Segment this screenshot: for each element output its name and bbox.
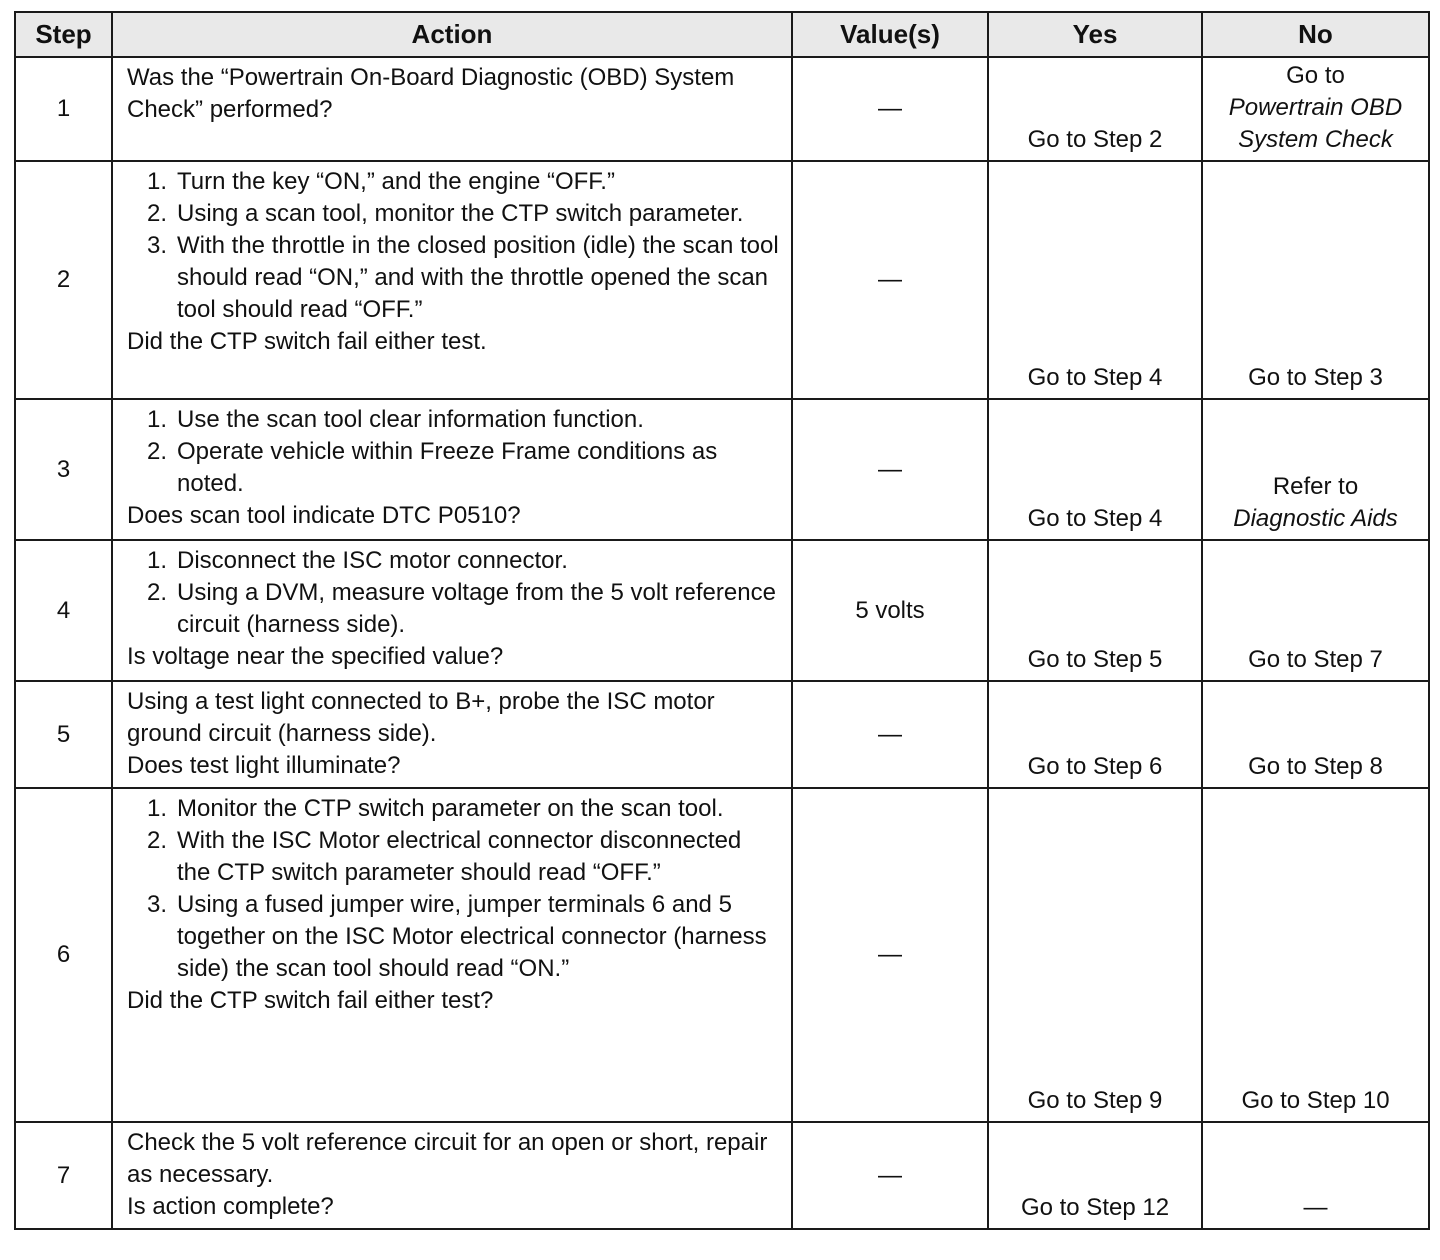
step-number: 4 xyxy=(15,540,112,681)
table-row xyxy=(15,399,1429,540)
table-row xyxy=(15,540,1429,681)
yes-cell: Go to Step 5 xyxy=(988,540,1202,681)
table-row xyxy=(15,57,1429,161)
item-number: 1. xyxy=(147,547,168,574)
step-number: 2 xyxy=(15,161,112,399)
item-number: 2. xyxy=(147,200,168,227)
no-cell: Go to Step 8 xyxy=(1202,681,1429,788)
no-cell: Go to Step 7 xyxy=(1202,540,1429,681)
instruction-item xyxy=(147,825,779,889)
instruction-item xyxy=(147,889,779,985)
item-text: Using a fused jumper wire, jumper terminals 6 and 5 together on the ISC Motor electrical connector (harness side) the scan tool should read “ON.” xyxy=(177,891,767,982)
instruction-item xyxy=(147,577,779,641)
item-number: 1. xyxy=(147,406,168,433)
action-cell xyxy=(112,788,792,1122)
value-cell: — xyxy=(792,1122,988,1229)
item-text: With the throttle in the closed position (idle) the scan tool should read “ON,” and with the throttle opened the scan tool should read “OFF.” xyxy=(177,232,779,323)
no-cell xyxy=(1202,399,1429,540)
action-cell xyxy=(112,540,792,681)
yes-cell: Go to Step 12 xyxy=(988,1122,1202,1229)
value-cell: — xyxy=(792,788,988,1122)
no-cell xyxy=(1202,57,1429,161)
action-question: Is voltage near the specified value? xyxy=(127,643,504,670)
item-text: Using a scan tool, monitor the CTP switch parameter. xyxy=(177,200,744,227)
value-cell: — xyxy=(792,161,988,399)
value-cell: — xyxy=(792,681,988,788)
action-cell xyxy=(112,161,792,399)
table-row xyxy=(15,788,1429,1122)
instruction-item xyxy=(147,436,779,500)
instruction-item xyxy=(147,545,779,577)
yes-cell: Go to Step 2 xyxy=(988,57,1202,161)
item-text: Use the scan tool clear information function. xyxy=(177,406,644,433)
item-text: With the ISC Motor electrical connector disconnected the CTP switch parameter should read “OFF.” xyxy=(177,827,742,886)
step-number: 1 xyxy=(15,57,112,161)
table-row xyxy=(15,681,1429,788)
step-number: 7 xyxy=(15,1122,112,1229)
action-cell xyxy=(112,681,792,788)
no-cell: — xyxy=(1202,1122,1429,1229)
action-question: Did the CTP switch fail either test. xyxy=(127,328,487,355)
yes-cell: Go to Step 4 xyxy=(988,161,1202,399)
diagnostic-table xyxy=(14,11,1430,1230)
no-prefix: Go to xyxy=(1286,62,1345,89)
instruction-list xyxy=(127,404,779,500)
action-text: Was the “Powertrain On-Board Diagnostic (OBD) System Check” performed? xyxy=(127,64,735,123)
step-number: 5 xyxy=(15,681,112,788)
instruction-item xyxy=(147,198,779,230)
action-question: Is action complete? xyxy=(127,1193,334,1220)
header-yes: Yes xyxy=(988,12,1202,57)
header-step: Step xyxy=(15,12,112,57)
item-number: 1. xyxy=(147,795,168,822)
action-question: Did the CTP switch fail either test? xyxy=(127,987,494,1014)
yes-cell: Go to Step 4 xyxy=(988,399,1202,540)
item-number: 1. xyxy=(147,168,168,195)
instruction-list xyxy=(127,793,779,985)
no-reference: Diagnostic Aids xyxy=(1233,505,1398,532)
no-cell: Go to Step 10 xyxy=(1202,788,1429,1122)
table-row xyxy=(15,161,1429,399)
header-action: Action xyxy=(112,12,792,57)
yes-cell: Go to Step 9 xyxy=(988,788,1202,1122)
item-number: 2. xyxy=(147,579,168,606)
no-prefix: Refer to xyxy=(1272,473,1359,500)
item-number: 3. xyxy=(147,891,168,918)
header-values: Value(s) xyxy=(792,12,988,57)
step-number: 6 xyxy=(15,788,112,1122)
action-cell xyxy=(112,399,792,540)
item-text: Using a DVM, measure voltage from the 5 volt reference circuit (harness side). xyxy=(177,579,776,638)
action-question: Does test light illuminate? xyxy=(127,752,401,779)
instruction-item xyxy=(147,166,779,198)
action-cell xyxy=(112,1122,792,1229)
instruction-item xyxy=(147,404,779,436)
value-cell: — xyxy=(792,57,988,161)
item-number: 2. xyxy=(147,438,168,465)
item-text: Turn the key “ON,” and the engine “OFF.” xyxy=(177,168,615,195)
yes-cell: Go to Step 6 xyxy=(988,681,1202,788)
action-question: Does scan tool indicate DTC P0510? xyxy=(127,502,521,529)
header-row xyxy=(15,12,1429,57)
no-cell: Go to Step 3 xyxy=(1202,161,1429,399)
value-cell: 5 volts xyxy=(792,540,988,681)
instruction-list xyxy=(127,166,779,326)
instruction-item xyxy=(147,793,779,825)
value-cell: — xyxy=(792,399,988,540)
item-number: 2. xyxy=(147,827,168,854)
instruction-list xyxy=(127,545,779,641)
item-text: Monitor the CTP switch parameter on the scan tool. xyxy=(177,795,724,822)
no-reference: Powertrain OBD System Check xyxy=(1228,94,1403,153)
instruction-item xyxy=(147,230,779,326)
item-text: Disconnect the ISC motor connector. xyxy=(177,547,568,574)
action-text: Using a test light connected to B+, probe the ISC motor ground circuit (harness side). xyxy=(127,688,715,747)
item-number: 3. xyxy=(147,232,168,259)
table-row xyxy=(15,1122,1429,1229)
action-text: Check the 5 volt reference circuit for an open or short, repair as necessary. xyxy=(127,1129,768,1188)
header-no: No xyxy=(1202,12,1429,57)
item-text: Operate vehicle within Freeze Frame conditions as noted. xyxy=(177,438,718,497)
step-number: 3 xyxy=(15,399,112,540)
action-cell xyxy=(112,57,792,161)
